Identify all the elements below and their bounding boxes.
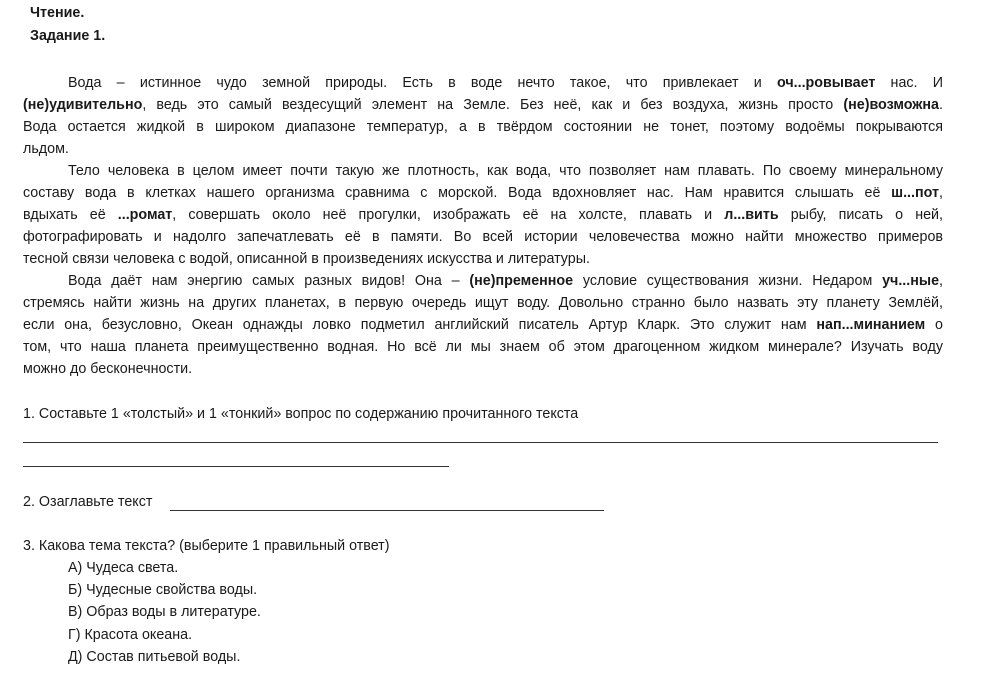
task-heading: Задание 1. bbox=[30, 28, 106, 44]
text-segment: , bbox=[939, 273, 944, 289]
text-segment: фотографировать и надолго запечатлевать её в памяти. Во всей истории человечества можно найти множество примеров bbox=[23, 229, 943, 245]
text-segment: льдом. bbox=[23, 141, 69, 157]
option-d[interactable]: Г) Красота океана. bbox=[68, 627, 193, 643]
text-line bbox=[23, 116, 943, 138]
text-segment: , ведь это самый вездесущий элемент на Земле. Без неё, как и без воздуха, жизнь просто bbox=[142, 97, 844, 113]
option-c[interactable]: В) Образ воды в литературе. bbox=[68, 604, 261, 620]
text-line bbox=[23, 248, 943, 270]
text-line bbox=[23, 292, 943, 314]
text-line bbox=[23, 314, 943, 336]
text-line bbox=[23, 182, 943, 204]
text-line bbox=[23, 226, 943, 248]
option-a[interactable]: А) Чудеса света. bbox=[68, 560, 179, 576]
highlighted-word: оч...ровывает bbox=[776, 75, 876, 91]
question-3: 3. Какова тема текста? (выберите 1 правильный ответ) bbox=[23, 538, 390, 554]
text-segment: если она, безусловно, Океан однажды ловко подметил английский писатель Артур Кларк. Это служит нам bbox=[23, 317, 817, 333]
text-segment: нас. И bbox=[875, 75, 944, 91]
text-line bbox=[23, 94, 943, 116]
text-line bbox=[23, 138, 943, 160]
text-segment: стремясь найти жизнь на других планетах, в первую очередь ищут воду. Довольно странно было назвать эту планету Землёй, bbox=[23, 295, 943, 311]
text-segment: можно до бесконечности. bbox=[23, 361, 193, 377]
text-segment: , bbox=[939, 185, 943, 201]
text-segment: рыбу, писать о ней, bbox=[778, 207, 944, 223]
text-line bbox=[23, 336, 943, 358]
answer-line-2[interactable] bbox=[23, 466, 449, 467]
text-segment: Вода – истинное чудо земной природы. Есть в воде нечто такое, что привлекает и bbox=[68, 75, 777, 91]
text-segment: условие существования жизни. Недаром bbox=[573, 273, 883, 289]
text-segment: вдыхать её bbox=[23, 207, 118, 223]
highlighted-word: нап...минанием bbox=[816, 317, 926, 333]
text-segment: составу вода в клетках нашего организма сравнима с морской. Вода вдохновляет нас. Нам нравится слышать её bbox=[23, 185, 892, 201]
text-segment: . bbox=[939, 97, 943, 113]
text-segment: тесной связи человека с водой, описанной в произведениях искусства и литературы. bbox=[23, 251, 590, 267]
doc-heading: Чтение. bbox=[30, 5, 85, 21]
text-segment: Тело человека в целом имеет почти такую же плотность, как вода, что позволяет нам плавать. По своему минеральному bbox=[68, 163, 943, 179]
text-segment: Вода даёт нам энергию самых разных видов! Она – bbox=[68, 273, 470, 289]
question-2: 2. Озаглавьте текст bbox=[23, 494, 153, 510]
question-1: 1. Составьте 1 «толстый» и 1 «тонкий» вопрос по содержанию прочитанного текста bbox=[23, 406, 579, 422]
highlighted-word: (не)возможна bbox=[843, 97, 940, 113]
highlighted-word: л...вить bbox=[724, 207, 779, 223]
option-e[interactable]: Д) Состав питьевой воды. bbox=[68, 649, 241, 665]
text-line bbox=[68, 72, 943, 94]
highlighted-word: уч...ные bbox=[882, 273, 940, 289]
text-segment: том, что наша планета преимущественно водная. Но всё ли мы знаем об этом драгоценном жидком минерале? Изучать воду bbox=[23, 339, 943, 355]
answer-line-1[interactable] bbox=[23, 442, 938, 443]
highlighted-word: ш...пот bbox=[891, 185, 940, 201]
text-line bbox=[68, 160, 943, 182]
highlighted-word: (не)пременное bbox=[469, 273, 574, 289]
title-answer-line[interactable] bbox=[170, 510, 604, 511]
highlighted-word: ...ромат bbox=[117, 207, 173, 223]
option-b[interactable]: Б) Чудесные свойства воды. bbox=[68, 582, 258, 598]
text-line bbox=[23, 358, 943, 380]
text-segment: , совершать около неё прогулки, изображать её на холсте, плавать и bbox=[172, 207, 725, 223]
text-line bbox=[23, 204, 943, 226]
text-line bbox=[68, 270, 943, 292]
highlighted-word: (не)удивительно bbox=[23, 97, 143, 113]
text-segment: Вода остается жидкой в широком диапазоне температур, а в твёрдом состоянии не тонет, поэтому водоёмы покрываются bbox=[23, 119, 943, 135]
text-segment: о bbox=[925, 317, 943, 333]
